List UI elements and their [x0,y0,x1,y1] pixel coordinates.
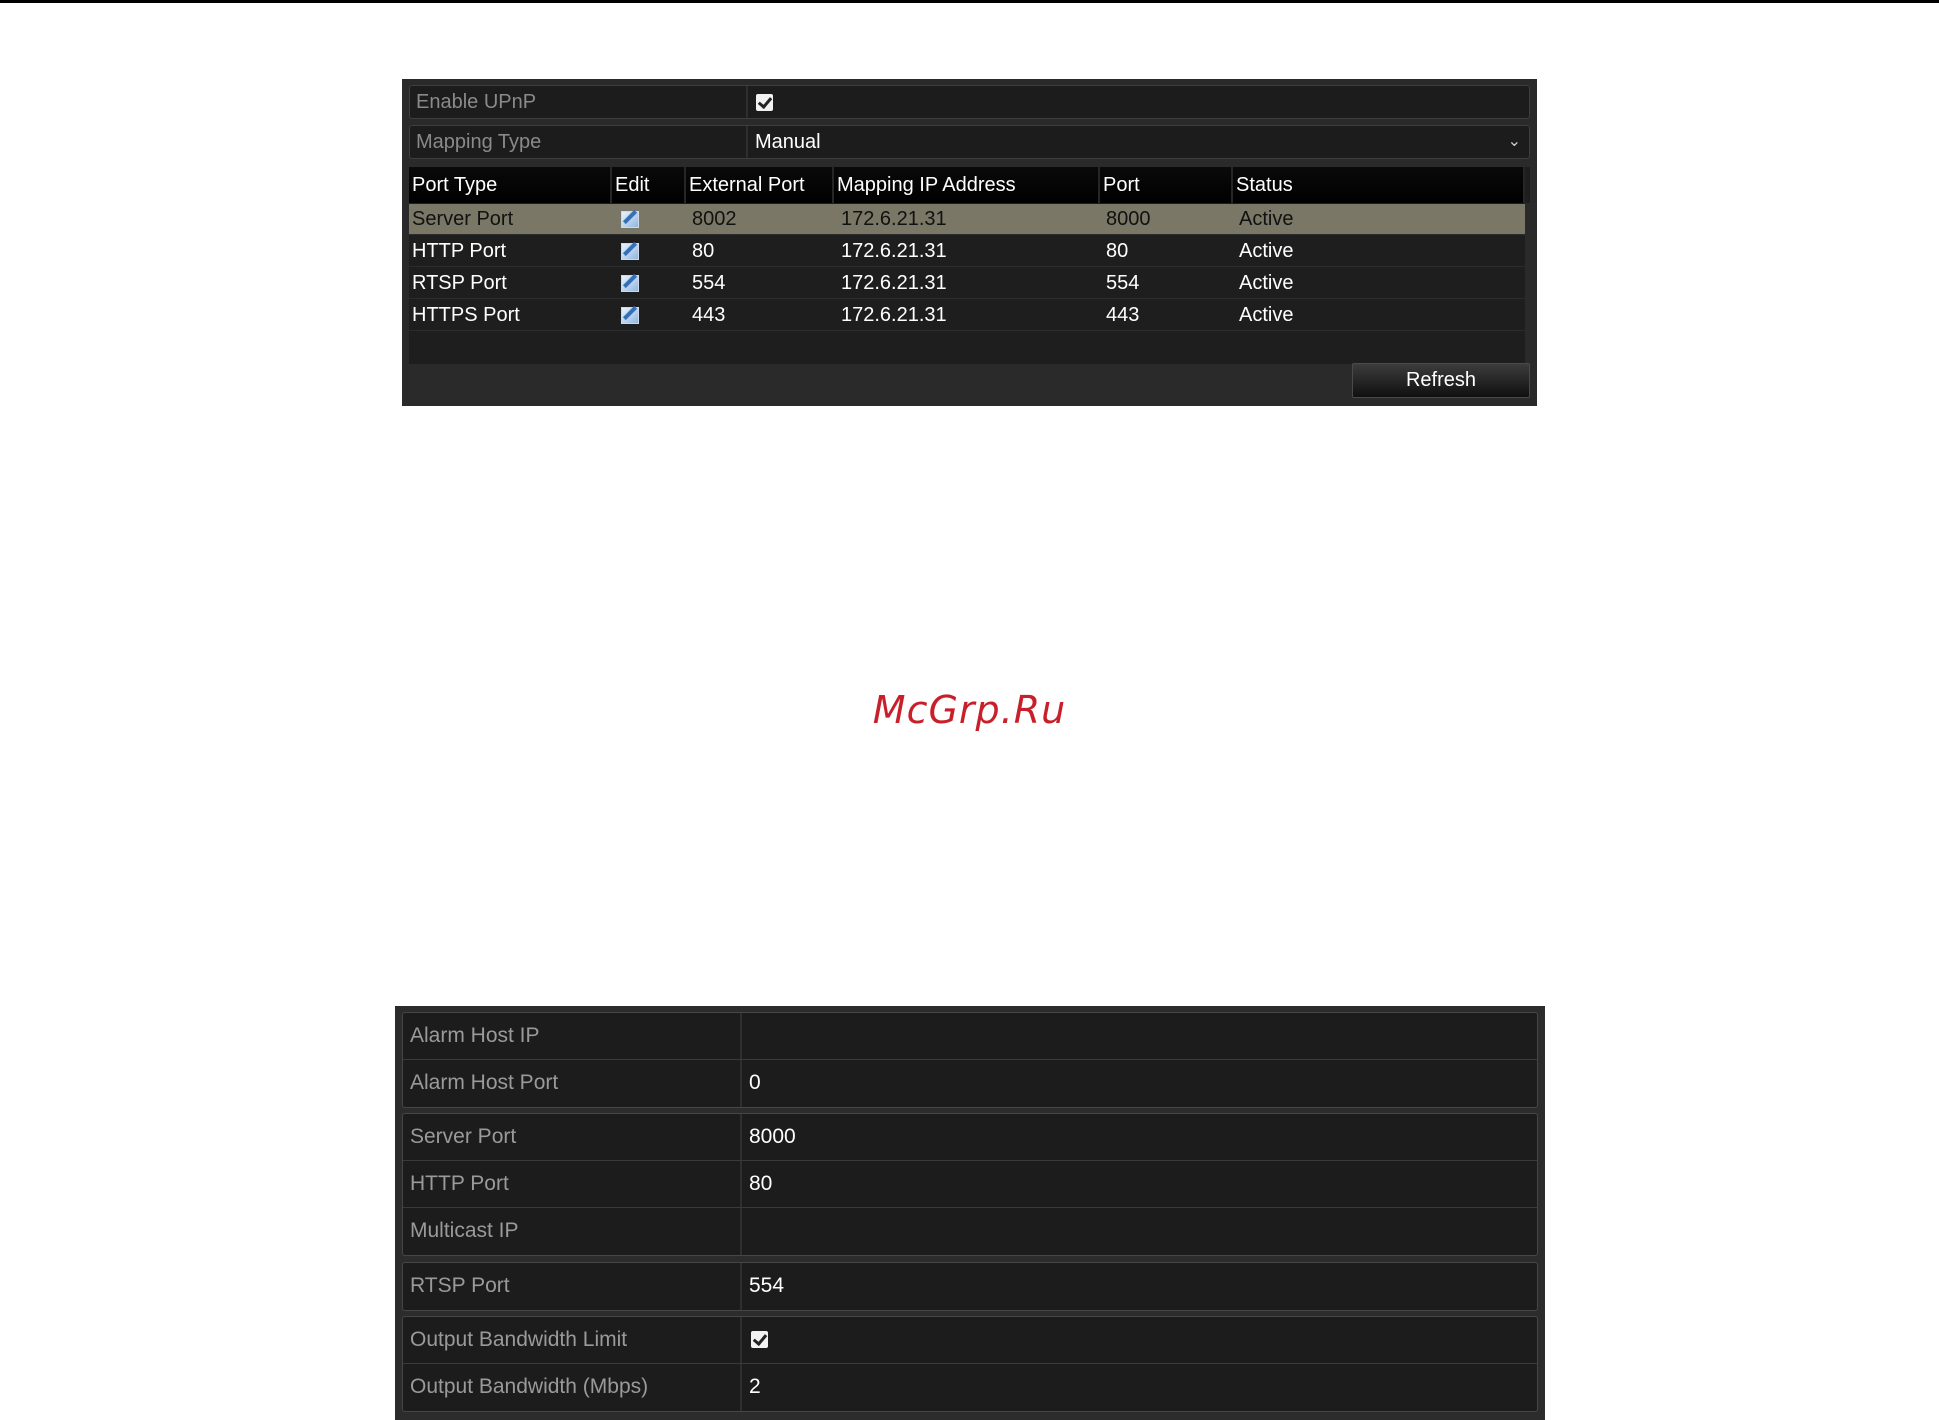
row-divider [740,1317,742,1363]
mapping-type-row [409,125,1530,159]
alarm-host-ip-field[interactable] [749,1013,1529,1059]
chevron-down-icon[interactable]: ⌄ [1507,133,1521,150]
col-port-type[interactable]: Port Type [409,167,612,203]
alarm-host-port-field[interactable]: 0 [749,1071,761,1094]
edit-icon[interactable] [621,275,639,292]
cell-external-port: 554 [692,272,726,294]
cell-external-port: 443 [692,304,726,326]
network-settings-panel [395,1006,1545,1420]
edit-icon[interactable] [621,243,639,260]
row-divider [746,126,748,158]
edit-icon[interactable] [621,307,639,324]
alarm-host-ip-label: Alarm Host IP [410,1024,540,1047]
server-port-field[interactable]: 8000 [749,1125,796,1148]
multicast-ip-row [403,1208,1537,1255]
alarm-host-port-label: Alarm Host Port [410,1071,559,1094]
col-port[interactable]: Port [1100,167,1233,203]
mapping-type-select[interactable]: Manual [755,131,821,153]
cell-mapping-ip: 172.6.21.31 [841,240,947,262]
cell-external-port: 80 [692,240,715,262]
alarm-host-ip-row [403,1013,1537,1060]
table-row[interactable] [409,236,1525,267]
col-external-port[interactable]: External Port [686,167,834,203]
bandwidth-row [403,1364,1537,1411]
bandwidth-label: Output Bandwidth (Mbps) [410,1375,649,1398]
cell-status: Active [1239,240,1294,262]
watermark-text: McGrp.Ru [872,688,1067,732]
bandwidth-field[interactable]: 2 [749,1375,761,1398]
cell-port: 8000 [1106,208,1151,230]
col-status[interactable]: Status [1233,167,1525,203]
bandwidth-limit-label: Output Bandwidth Limit [410,1328,628,1351]
rtsp-port-row [403,1263,1537,1310]
cell-port: 80 [1106,240,1129,262]
port-mapping-table [409,167,1530,364]
bandwidth-limit-checkbox[interactable] [751,1331,768,1348]
row-divider [740,1013,742,1059]
cell-port: 554 [1106,272,1140,294]
multicast-ip-label: Multicast IP [410,1219,519,1242]
rtsp-port-field[interactable]: 554 [749,1274,785,1297]
cell-port-type: Server Port [412,208,514,230]
row-divider [740,1161,742,1207]
table-row[interactable] [409,204,1525,235]
multicast-ip-field[interactable] [749,1208,1529,1254]
row-divider [740,1364,742,1411]
server-port-row [403,1114,1537,1161]
cell-external-port: 8002 [692,208,737,230]
cell-port-type: HTTPS Port [412,304,520,326]
cell-mapping-ip: 172.6.21.31 [841,304,947,326]
enable-upnp-label: Enable UPnP [416,91,537,113]
cell-port-type: RTSP Port [412,272,507,294]
edit-icon[interactable] [621,211,639,228]
cell-status: Active [1239,208,1294,230]
row-divider [740,1060,742,1107]
rtsp-group [402,1262,1538,1311]
top-border-line [0,0,1939,3]
enable-upnp-row [409,85,1530,119]
mapping-type-label: Mapping Type [416,131,542,153]
col-mapping-ip[interactable]: Mapping IP Address [834,167,1100,203]
http-port-label: HTTP Port [410,1172,509,1195]
bandwidth-group [402,1316,1538,1412]
row-divider [746,86,748,118]
cell-mapping-ip: 172.6.21.31 [841,208,947,230]
server-port-label: Server Port [410,1125,517,1148]
ports-group [402,1113,1538,1256]
cell-port: 443 [1106,304,1140,326]
table-scrollbar[interactable] [1525,203,1530,364]
cell-port-type: HTTP Port [412,240,507,262]
http-port-field[interactable]: 80 [749,1172,773,1195]
alarm-host-port-row [403,1060,1537,1107]
refresh-button[interactable]: Refresh [1352,363,1530,398]
table-row[interactable] [409,268,1525,299]
cell-mapping-ip: 172.6.21.31 [841,272,947,294]
cell-status: Active [1239,304,1294,326]
http-port-row [403,1161,1537,1208]
row-divider [740,1114,742,1160]
bandwidth-limit-row [403,1317,1537,1364]
row-divider [740,1208,742,1255]
table-row[interactable] [409,300,1525,331]
table-header [409,167,1525,203]
rtsp-port-label: RTSP Port [410,1274,510,1297]
enable-upnp-checkbox[interactable] [756,94,773,111]
col-edit[interactable]: Edit [612,167,686,203]
upnp-panel [402,79,1537,406]
cell-status: Active [1239,272,1294,294]
alarm-host-group [402,1012,1538,1108]
row-divider [740,1263,742,1310]
